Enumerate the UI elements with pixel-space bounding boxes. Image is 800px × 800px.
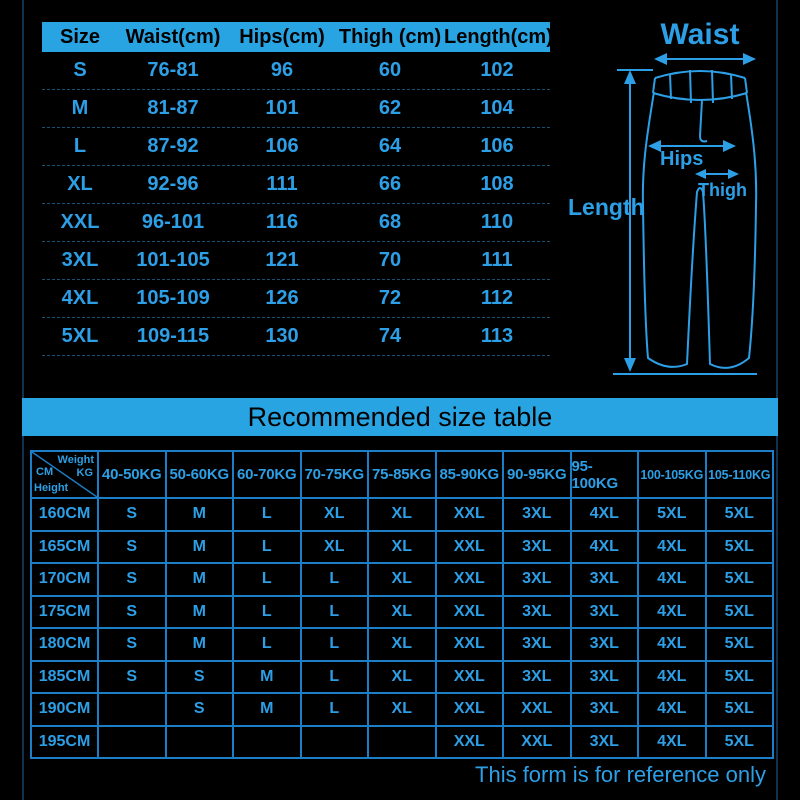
size-value-cell: 5XL: [706, 563, 774, 596]
size-value-cell: XXL: [436, 498, 504, 531]
size-table-cell: 116: [265, 211, 299, 233]
size-value-cell: S: [166, 693, 234, 726]
size-value-cell: S: [98, 628, 166, 661]
size-value-cell: 4XL: [638, 661, 706, 694]
size-value-cell: 3XL: [571, 563, 639, 596]
size-value-cell: [166, 726, 234, 759]
size-value-cell: M: [233, 661, 301, 694]
size-value-cell: 3XL: [571, 661, 639, 694]
size-value-cell: M: [233, 693, 301, 726]
size-table-cell: 62: [378, 97, 402, 119]
size-table-header-cell: Length(cm): [444, 25, 553, 48]
size-value-cell: XXL: [436, 726, 504, 759]
size-value-cell: 5XL: [706, 498, 774, 531]
footer-note: This form is for reference only: [475, 762, 766, 787]
size-table-cell: 104: [480, 97, 514, 119]
size-table-cell: 101: [265, 97, 299, 119]
size-table-cell: 102: [480, 59, 514, 81]
size-table-cell: 68: [378, 211, 402, 233]
weight-header-cell: 75-85KG: [368, 451, 436, 498]
waist-arrow-right: [743, 53, 756, 65]
size-table-cell: 60: [378, 59, 402, 81]
size-value-cell: XL: [368, 498, 436, 531]
size-value-cell: L: [233, 628, 301, 661]
size-value-cell: 5XL: [706, 693, 774, 726]
height-header-cell: 165CM: [31, 531, 98, 564]
size-value-cell: M: [166, 531, 234, 564]
size-table-cell: 72: [378, 287, 402, 309]
size-value-cell: 4XL: [638, 726, 706, 759]
size-value-cell: 5XL: [638, 498, 706, 531]
size-table-cell: 106: [265, 135, 299, 157]
weight-header-cell: 85-90KG: [436, 451, 504, 498]
hips-label: Hips: [660, 148, 704, 170]
size-value-cell: L: [233, 596, 301, 629]
fly-line: [700, 100, 707, 141]
size-value-cell: 4XL: [638, 693, 706, 726]
size-value-cell: 3XL: [503, 531, 571, 564]
size-value-cell: XXL: [436, 596, 504, 629]
height-header-cell: 170CM: [31, 563, 98, 596]
size-value-cell: S: [98, 531, 166, 564]
size-value-cell: M: [166, 498, 234, 531]
size-value-cell: XXL: [436, 628, 504, 661]
height-header-cell: 185CM: [31, 661, 98, 694]
height-header-cell: 175CM: [31, 596, 98, 629]
size-table-cell: 87-92: [147, 135, 199, 157]
size-table-cell: 130: [265, 325, 299, 347]
size-value-cell: [233, 726, 301, 759]
height-header-cell: 195CM: [31, 726, 98, 759]
height-header-cell: 190CM: [31, 693, 98, 726]
size-value-cell: 3XL: [571, 628, 639, 661]
corner-cm-label: CM: [36, 466, 54, 478]
size-table-cell: M: [71, 97, 89, 119]
weight-header-cell: 50-60KG: [166, 451, 234, 498]
size-table-cell: 96: [270, 59, 294, 81]
length-arrow-top: [624, 70, 636, 84]
size-table-cell: 121: [265, 249, 299, 271]
size-value-cell: L: [301, 563, 369, 596]
size-value-cell: 5XL: [706, 531, 774, 564]
size-value-cell: 5XL: [706, 628, 774, 661]
recommended-table: [30, 450, 774, 759]
waist-arrow-left: [654, 53, 667, 65]
size-table-cell: 96-101: [141, 211, 205, 233]
size-value-cell: 3XL: [571, 596, 639, 629]
size-table-cell: 112: [480, 287, 514, 309]
height-header-cell: 160CM: [31, 498, 98, 531]
size-table-cell: 113: [480, 325, 514, 347]
size-table-cell: XXL: [60, 211, 100, 233]
size-table-cell: L: [73, 135, 87, 157]
size-table-cell: 126: [265, 287, 299, 309]
size-table-cell: 76-81: [147, 59, 199, 81]
thigh-label: Thigh: [698, 180, 747, 200]
size-value-cell: 3XL: [503, 596, 571, 629]
size-value-cell: 4XL: [638, 596, 706, 629]
waist-label: Waist: [660, 18, 740, 51]
weight-header-cell: 100-105KG: [638, 451, 706, 498]
size-value-cell: L: [301, 628, 369, 661]
size-table-row: [42, 280, 550, 318]
size-table-row: [42, 90, 550, 128]
size-value-cell: [368, 726, 436, 759]
hips-arrow-right: [723, 140, 736, 152]
weight-header-cell: 105-110KG: [706, 451, 774, 498]
size-value-cell: XL: [301, 498, 369, 531]
size-table-cell: 81-87: [147, 97, 199, 119]
length-arrow-bottom: [624, 358, 636, 372]
size-value-cell: 3XL: [571, 726, 639, 759]
size-value-cell: 3XL: [503, 628, 571, 661]
thigh-arrow-right: [728, 169, 739, 179]
size-table-cell: 105-109: [136, 287, 210, 309]
size-value-cell: S: [98, 498, 166, 531]
size-value-cell: L: [233, 498, 301, 531]
size-value-cell: XXL: [436, 563, 504, 596]
size-value-cell: 5XL: [706, 596, 774, 629]
size-table-cell: 5XL: [61, 325, 99, 347]
size-value-cell: 5XL: [706, 726, 774, 759]
size-table-cell: 109-115: [136, 325, 210, 347]
size-table-cell: 74: [378, 325, 402, 347]
recommended-size-banner: [22, 398, 778, 436]
size-value-cell: L: [233, 531, 301, 564]
corner-kg-label: KG: [76, 467, 93, 479]
height-header-cell: 180CM: [31, 628, 98, 661]
size-value-cell: XXL: [503, 726, 571, 759]
size-value-cell: 3XL: [503, 498, 571, 531]
size-value-cell: XL: [368, 531, 436, 564]
size-value-cell: 3XL: [503, 563, 571, 596]
weight-header-cell: 95-100KG: [571, 451, 639, 498]
size-value-cell: XL: [368, 693, 436, 726]
size-value-cell: M: [166, 596, 234, 629]
recommended-size-title: Recommended size table: [247, 401, 553, 432]
pants-diagram: [550, 0, 800, 392]
corner-cell: [31, 451, 98, 498]
size-value-cell: 3XL: [571, 693, 639, 726]
size-table-cell: 4XL: [61, 287, 99, 309]
size-value-cell: 4XL: [638, 531, 706, 564]
size-table-cell: 111: [481, 249, 513, 271]
size-table-row: [42, 204, 550, 242]
corner-height-label: Height: [34, 482, 69, 494]
size-value-cell: XXL: [436, 531, 504, 564]
size-value-cell: L: [301, 693, 369, 726]
size-value-cell: 4XL: [638, 628, 706, 661]
size-table-cell: 106: [480, 135, 514, 157]
size-value-cell: L: [301, 596, 369, 629]
size-table-cell: 111: [266, 173, 298, 195]
thigh-arrow-left: [695, 169, 706, 179]
size-table-cell: S: [73, 59, 87, 81]
size-value-cell: XL: [368, 596, 436, 629]
weight-header-cell: 60-70KG: [233, 451, 301, 498]
size-table-cell: 108: [480, 173, 514, 195]
size-value-cell: [98, 726, 166, 759]
size-table-row: [42, 242, 550, 280]
size-value-cell: XXL: [503, 693, 571, 726]
size-value-cell: L: [233, 563, 301, 596]
size-table-cell: 101-105: [136, 249, 210, 271]
size-value-cell: M: [166, 628, 234, 661]
size-table-cell: 64: [378, 135, 402, 157]
size-table: [42, 22, 553, 356]
size-value-cell: L: [301, 661, 369, 694]
size-value-cell: S: [98, 596, 166, 629]
weight-header-cell: 70-75KG: [301, 451, 369, 498]
size-value-cell: XXL: [436, 693, 504, 726]
size-value-cell: S: [166, 661, 234, 694]
size-table-body: [42, 52, 550, 356]
weight-header-cell: 40-50KG: [98, 451, 166, 498]
size-table-cell: 110: [480, 211, 514, 233]
size-table-row: [42, 166, 550, 204]
size-value-cell: [301, 726, 369, 759]
size-table-header-cell: Thigh (cm): [338, 25, 442, 48]
corner-weight-label: Weight: [57, 454, 94, 466]
size-table-header-cell: Size: [59, 25, 101, 48]
size-table-cell: 3XL: [61, 249, 99, 271]
size-value-cell: XL: [368, 563, 436, 596]
size-value-cell: XL: [301, 531, 369, 564]
size-value-cell: S: [98, 661, 166, 694]
size-table-cell: XL: [67, 173, 93, 195]
size-value-cell: [98, 693, 166, 726]
size-table-header-cell: Waist(cm): [125, 25, 221, 48]
size-value-cell: 4XL: [571, 531, 639, 564]
size-table-row: [42, 128, 550, 166]
size-table-cell: 70: [378, 249, 402, 271]
weight-header-cell: 90-95KG: [503, 451, 571, 498]
size-value-cell: 4XL: [571, 498, 639, 531]
size-value-cell: M: [166, 563, 234, 596]
size-value-cell: XL: [368, 661, 436, 694]
size-table-header-cell: Hips(cm): [239, 25, 325, 48]
length-label: Length: [568, 194, 645, 220]
size-table-row: [42, 52, 550, 90]
size-table-cell: 66: [378, 173, 402, 195]
size-value-cell: 4XL: [638, 563, 706, 596]
size-table-row: [42, 318, 550, 356]
size-value-cell: S: [98, 563, 166, 596]
size-value-cell: XL: [368, 628, 436, 661]
size-value-cell: XXL: [436, 661, 504, 694]
size-table-cell: 92-96: [147, 173, 199, 195]
size-table-header: [42, 22, 553, 52]
size-value-cell: 3XL: [503, 661, 571, 694]
size-value-cell: 5XL: [706, 661, 774, 694]
